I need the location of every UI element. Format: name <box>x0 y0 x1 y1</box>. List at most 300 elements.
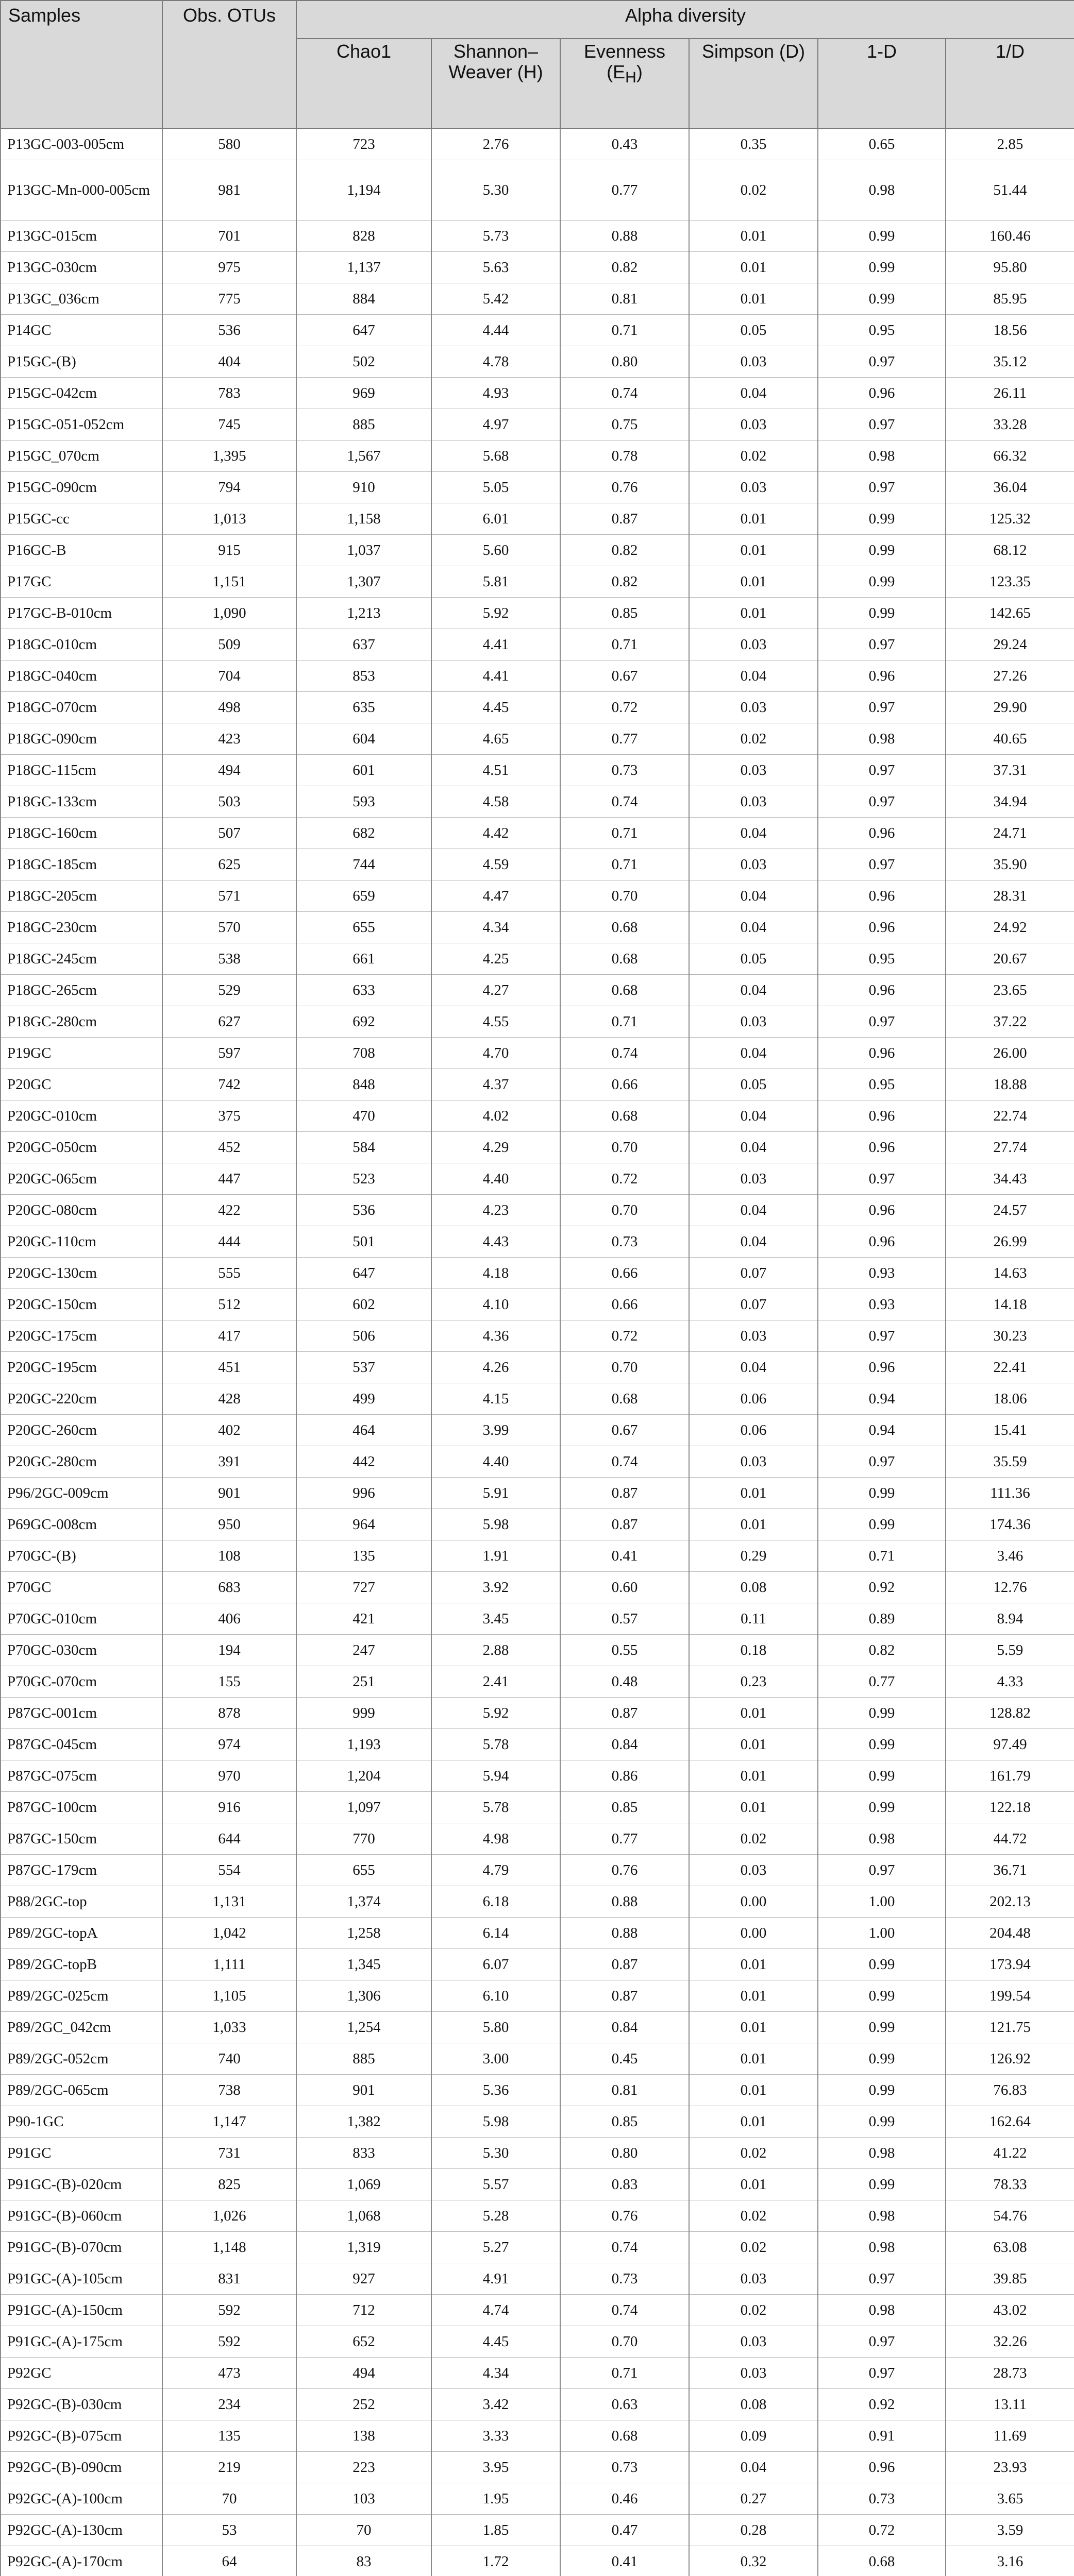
cell-evenness: 0.70 <box>560 1132 689 1163</box>
cell-one-minus-d: 0.99 <box>818 503 946 535</box>
cell-chao1: 223 <box>296 2452 431 2483</box>
cell-shannon: 4.29 <box>431 1132 560 1163</box>
cell-obs-otus: 509 <box>162 629 296 660</box>
table-row <box>1 2326 1074 2358</box>
cell-chao1: 637 <box>296 629 431 660</box>
cell-evenness: 0.83 <box>560 2169 689 2200</box>
cell-shannon: 6.07 <box>431 1949 560 1980</box>
cell-simpson: 0.03 <box>689 1163 818 1195</box>
table-row <box>1 2452 1074 2483</box>
cell-sample-name: P18GC-205cm <box>1 880 162 912</box>
cell-evenness: 0.73 <box>560 1226 689 1258</box>
cell-chao1: 1,319 <box>296 2232 431 2263</box>
cell-obs-otus: 775 <box>162 283 296 315</box>
table-row <box>1 2075 1074 2106</box>
header-row-1 <box>1 1 1074 39</box>
cell-evenness: 0.74 <box>560 1038 689 1069</box>
cell-obs-otus: 155 <box>162 1666 296 1698</box>
cell-obs-otus: 444 <box>162 1226 296 1258</box>
cell-sample-name: P91GC-(A)-175cm <box>1 2326 162 2358</box>
cell-obs-otus: 915 <box>162 535 296 566</box>
cell-one-minus-d: 0.93 <box>818 1258 946 1289</box>
cell-chao1: 652 <box>296 2326 431 2358</box>
cell-one-minus-d: 0.97 <box>818 2326 946 2358</box>
cell-chao1: 1,204 <box>296 1760 431 1792</box>
cell-chao1: 884 <box>296 283 431 315</box>
table-row <box>1 2012 1074 2043</box>
cell-evenness: 0.77 <box>560 723 689 755</box>
cell-obs-otus: 108 <box>162 1540 296 1572</box>
cell-chao1: 464 <box>296 1415 431 1446</box>
cell-one-minus-d: 0.99 <box>818 1509 946 1540</box>
cell-one-minus-d: 0.99 <box>818 2169 946 2200</box>
cell-shannon: 4.36 <box>431 1320 560 1352</box>
cell-sample-name: P92GC <box>1 2358 162 2389</box>
cell-shannon: 5.73 <box>431 221 560 252</box>
cell-shannon: 5.98 <box>431 2106 560 2138</box>
cell-chao1: 996 <box>296 1478 431 1509</box>
cell-obs-otus: 135 <box>162 2420 296 2452</box>
cell-shannon: 4.40 <box>431 1163 560 1195</box>
cell-simpson: 0.00 <box>689 1918 818 1949</box>
cell-evenness: 0.82 <box>560 566 689 598</box>
cell-chao1: 655 <box>296 912 431 943</box>
cell-chao1: 1,194 <box>296 160 431 221</box>
table-row <box>1 2043 1074 2075</box>
table-row <box>1 2138 1074 2169</box>
cell-shannon: 5.30 <box>431 2138 560 2169</box>
cell-shannon: 5.92 <box>431 598 560 629</box>
cell-sample-name: P13GC-Mn-000-005cm <box>1 160 162 221</box>
cell-obs-otus: 794 <box>162 472 296 503</box>
cell-one-over-d: 28.73 <box>946 2358 1074 2389</box>
cell-shannon: 3.92 <box>431 1572 560 1603</box>
cell-evenness: 0.81 <box>560 283 689 315</box>
cell-evenness: 0.73 <box>560 2263 689 2295</box>
cell-shannon: 4.70 <box>431 1038 560 1069</box>
cell-chao1: 138 <box>296 2420 431 2452</box>
cell-one-over-d: 43.02 <box>946 2295 1074 2326</box>
cell-one-minus-d: 0.96 <box>818 1195 946 1226</box>
table-row <box>1 1415 1074 1446</box>
cell-one-over-d: 24.57 <box>946 1195 1074 1226</box>
cell-one-over-d: 23.93 <box>946 2452 1074 2483</box>
cell-simpson: 0.05 <box>689 1069 818 1100</box>
cell-sample-name: P17GC-B-010cm <box>1 598 162 629</box>
cell-sample-name: P18GC-010cm <box>1 629 162 660</box>
cell-simpson: 0.28 <box>689 2515 818 2546</box>
cell-chao1: 1,254 <box>296 2012 431 2043</box>
cell-shannon: 4.45 <box>431 692 560 723</box>
cell-one-minus-d: 0.99 <box>818 1478 946 1509</box>
cell-evenness: 0.86 <box>560 1760 689 1792</box>
cell-evenness: 0.87 <box>560 1698 689 1729</box>
cell-shannon: 4.02 <box>431 1100 560 1132</box>
cell-evenness: 0.77 <box>560 1823 689 1855</box>
cell-simpson: 0.01 <box>689 1729 818 1760</box>
cell-sample-name: P91GC-(B)-070cm <box>1 2232 162 2263</box>
cell-evenness: 0.74 <box>560 378 689 409</box>
cell-simpson: 0.27 <box>689 2483 818 2515</box>
cell-chao1: 633 <box>296 975 431 1006</box>
table-row <box>1 378 1074 409</box>
cell-obs-otus: 704 <box>162 660 296 692</box>
cell-shannon: 4.59 <box>431 849 560 880</box>
cell-shannon: 4.91 <box>431 2263 560 2295</box>
cell-one-minus-d: 0.99 <box>818 2106 946 2138</box>
cell-chao1: 1,306 <box>296 1980 431 2012</box>
cell-simpson: 0.03 <box>689 1855 818 1886</box>
cell-chao1: 537 <box>296 1352 431 1383</box>
cell-sample-name: P92GC-(B)-030cm <box>1 2389 162 2420</box>
cell-obs-otus: 831 <box>162 2263 296 2295</box>
cell-one-over-d: 122.18 <box>946 1792 1074 1823</box>
cell-evenness: 0.87 <box>560 1949 689 1980</box>
cell-sample-name: P89/2GC-topA <box>1 1918 162 1949</box>
table-row <box>1 2263 1074 2295</box>
cell-obs-otus: 53 <box>162 2515 296 2546</box>
cell-evenness: 0.66 <box>560 1289 689 1320</box>
cell-one-minus-d: 0.97 <box>818 1006 946 1038</box>
cell-one-over-d: 18.56 <box>946 315 1074 346</box>
cell-simpson: 0.03 <box>689 629 818 660</box>
cell-chao1: 659 <box>296 880 431 912</box>
cell-one-minus-d: 0.97 <box>818 1855 946 1886</box>
cell-one-minus-d: 0.82 <box>818 1635 946 1666</box>
cell-evenness: 0.76 <box>560 472 689 503</box>
cell-one-over-d: 40.65 <box>946 723 1074 755</box>
table-row <box>1 786 1074 818</box>
table-row <box>1 1949 1074 1980</box>
col-header-alpha-diversity: Alpha diversity <box>296 1 1074 39</box>
cell-evenness: 0.70 <box>560 1195 689 1226</box>
cell-sample-name: P92GC-(B)-090cm <box>1 2452 162 2483</box>
cell-simpson: 0.01 <box>689 1980 818 2012</box>
cell-sample-name: P89/2GC-052cm <box>1 2043 162 2075</box>
cell-obs-otus: 503 <box>162 786 296 818</box>
cell-obs-otus: 1,147 <box>162 2106 296 2138</box>
cell-one-over-d: 34.94 <box>946 786 1074 818</box>
cell-one-minus-d: 0.97 <box>818 409 946 440</box>
cell-one-over-d: 29.24 <box>946 629 1074 660</box>
table-row <box>1 1540 1074 1572</box>
cell-chao1: 252 <box>296 2389 431 2420</box>
col-header-evenness <box>560 39 689 128</box>
cell-shannon: 4.34 <box>431 912 560 943</box>
cell-shannon: 4.43 <box>431 1226 560 1258</box>
cell-chao1: 723 <box>296 128 431 160</box>
cell-shannon: 2.41 <box>431 1666 560 1698</box>
cell-one-over-d: 162.64 <box>946 2106 1074 2138</box>
cell-shannon: 5.92 <box>431 1698 560 1729</box>
cell-evenness: 0.67 <box>560 1415 689 1446</box>
cell-one-over-d: 37.31 <box>946 755 1074 786</box>
cell-one-minus-d: 0.99 <box>818 2012 946 2043</box>
cell-evenness: 0.68 <box>560 2420 689 2452</box>
cell-chao1: 635 <box>296 692 431 723</box>
cell-evenness: 0.72 <box>560 1320 689 1352</box>
col-header-chao1: Chao1 <box>296 39 431 128</box>
cell-chao1: 712 <box>296 2295 431 2326</box>
cell-shannon: 5.68 <box>431 440 560 472</box>
cell-sample-name: P20GC-175cm <box>1 1320 162 1352</box>
table-row <box>1 1603 1074 1635</box>
cell-shannon: 4.97 <box>431 409 560 440</box>
cell-chao1: 584 <box>296 1132 431 1163</box>
cell-chao1: 848 <box>296 1069 431 1100</box>
cell-one-over-d: 27.26 <box>946 660 1074 692</box>
cell-simpson: 0.01 <box>689 598 818 629</box>
cell-evenness: 0.88 <box>560 1886 689 1918</box>
cell-one-minus-d: 1.00 <box>818 1886 946 1918</box>
cell-one-minus-d: 0.96 <box>818 1100 946 1132</box>
table-row <box>1 2483 1074 2515</box>
cell-one-over-d: 63.08 <box>946 2232 1074 2263</box>
cell-obs-otus: 64 <box>162 2546 296 2576</box>
evenness-close: ) <box>636 61 643 82</box>
cell-one-minus-d: 0.97 <box>818 1163 946 1195</box>
cell-one-minus-d: 0.98 <box>818 723 946 755</box>
cell-simpson: 0.03 <box>689 472 818 503</box>
cell-simpson: 0.08 <box>689 1572 818 1603</box>
cell-one-over-d: 15.41 <box>946 1415 1074 1446</box>
cell-one-over-d: 18.06 <box>946 1383 1074 1415</box>
cell-one-over-d: 33.28 <box>946 409 1074 440</box>
cell-obs-otus: 538 <box>162 943 296 975</box>
cell-one-over-d: 29.90 <box>946 692 1074 723</box>
cell-shannon: 4.51 <box>431 755 560 786</box>
cell-one-over-d: 128.82 <box>946 1698 1074 1729</box>
cell-chao1: 964 <box>296 1509 431 1540</box>
cell-simpson: 0.01 <box>689 252 818 283</box>
cell-shannon: 6.18 <box>431 1886 560 1918</box>
cell-chao1: 901 <box>296 2075 431 2106</box>
cell-one-minus-d: 0.99 <box>818 2043 946 2075</box>
table-row <box>1 1886 1074 1918</box>
cell-sample-name: P20GC-065cm <box>1 1163 162 1195</box>
cell-one-minus-d: 0.97 <box>818 786 946 818</box>
cell-evenness: 0.74 <box>560 2232 689 2263</box>
cell-one-minus-d: 0.72 <box>818 2515 946 2546</box>
cell-one-minus-d: 0.98 <box>818 2200 946 2232</box>
cell-one-over-d: 35.90 <box>946 849 1074 880</box>
cell-one-over-d: 13.11 <box>946 2389 1074 2420</box>
cell-one-minus-d: 0.99 <box>818 535 946 566</box>
cell-sample-name: P20GC-280cm <box>1 1446 162 1478</box>
cell-chao1: 682 <box>296 818 431 849</box>
cell-one-minus-d: 0.97 <box>818 2358 946 2389</box>
cell-evenness: 0.84 <box>560 2012 689 2043</box>
cell-simpson: 0.04 <box>689 1195 818 1226</box>
table-row <box>1 283 1074 315</box>
cell-sample-name: P20GC-080cm <box>1 1195 162 1226</box>
cell-obs-otus: 473 <box>162 2358 296 2389</box>
cell-sample-name: P13GC-003-005cm <box>1 128 162 160</box>
cell-sample-name: P70GC-010cm <box>1 1603 162 1635</box>
cell-sample-name: P91GC-(A)-105cm <box>1 2263 162 2295</box>
table-row <box>1 1132 1074 1163</box>
cell-one-minus-d: 0.98 <box>818 1823 946 1855</box>
cell-one-minus-d: 0.99 <box>818 2075 946 2106</box>
cell-one-over-d: 32.26 <box>946 2326 1074 2358</box>
table-row <box>1 1855 1074 1886</box>
table-row <box>1 880 1074 912</box>
cell-obs-otus: 975 <box>162 252 296 283</box>
cell-obs-otus: 194 <box>162 1635 296 1666</box>
cell-evenness: 0.70 <box>560 2326 689 2358</box>
cell-sample-name: P15GC-042cm <box>1 378 162 409</box>
cell-chao1: 501 <box>296 1226 431 1258</box>
cell-one-over-d: 34.43 <box>946 1163 1074 1195</box>
cell-obs-otus: 536 <box>162 315 296 346</box>
cell-simpson: 0.03 <box>689 2358 818 2389</box>
cell-obs-otus: 529 <box>162 975 296 1006</box>
cell-shannon: 5.81 <box>431 566 560 598</box>
cell-obs-otus: 447 <box>162 1163 296 1195</box>
cell-one-over-d: 78.33 <box>946 2169 1074 2200</box>
cell-one-over-d: 3.65 <box>946 2483 1074 2515</box>
cell-simpson: 0.01 <box>689 221 818 252</box>
cell-shannon: 5.78 <box>431 1729 560 1760</box>
cell-evenness: 0.43 <box>560 128 689 160</box>
cell-one-over-d: 3.46 <box>946 1540 1074 1572</box>
cell-evenness: 0.85 <box>560 598 689 629</box>
cell-simpson: 0.03 <box>689 2326 818 2358</box>
table-row <box>1 1289 1074 1320</box>
cell-simpson: 0.03 <box>689 849 818 880</box>
cell-chao1: 601 <box>296 755 431 786</box>
cell-sample-name: P20GC-110cm <box>1 1226 162 1258</box>
cell-simpson: 0.05 <box>689 315 818 346</box>
table-row <box>1 503 1074 535</box>
cell-one-over-d: 26.99 <box>946 1226 1074 1258</box>
cell-evenness: 0.73 <box>560 2452 689 2483</box>
cell-chao1: 999 <box>296 1698 431 1729</box>
cell-sample-name: P18GC-185cm <box>1 849 162 880</box>
cell-sample-name: P20GC-050cm <box>1 1132 162 1163</box>
cell-one-minus-d: 0.91 <box>818 2420 946 2452</box>
cell-obs-otus: 592 <box>162 2295 296 2326</box>
cell-sample-name: P91GC-(B)-060cm <box>1 2200 162 2232</box>
cell-shannon: 4.10 <box>431 1289 560 1320</box>
cell-shannon: 1.95 <box>431 2483 560 2515</box>
table-row <box>1 755 1074 786</box>
cell-sample-name: P15GC-090cm <box>1 472 162 503</box>
cell-shannon: 4.34 <box>431 2358 560 2389</box>
cell-shannon: 3.99 <box>431 1415 560 1446</box>
cell-chao1: 708 <box>296 1038 431 1069</box>
cell-shannon: 4.79 <box>431 1855 560 1886</box>
table-row <box>1 1100 1074 1132</box>
cell-evenness: 0.75 <box>560 409 689 440</box>
cell-simpson: 0.01 <box>689 2012 818 2043</box>
cell-sample-name: P69GC-008cm <box>1 1509 162 1540</box>
cell-one-minus-d: 0.96 <box>818 975 946 1006</box>
cell-sample-name: P18GC-115cm <box>1 755 162 786</box>
cell-sample-name: P19GC <box>1 1038 162 1069</box>
cell-one-minus-d: 0.99 <box>818 283 946 315</box>
cell-sample-name: P15GC-051-052cm <box>1 409 162 440</box>
cell-sample-name: P14GC <box>1 315 162 346</box>
cell-one-minus-d: 0.96 <box>818 818 946 849</box>
cell-simpson: 0.03 <box>689 1446 818 1478</box>
table-row <box>1 723 1074 755</box>
cell-one-over-d: 5.59 <box>946 1635 1074 1666</box>
cell-obs-otus: 970 <box>162 1760 296 1792</box>
cell-evenness: 0.45 <box>560 2043 689 2075</box>
cell-evenness: 0.68 <box>560 975 689 1006</box>
cell-simpson: 0.02 <box>689 440 818 472</box>
table-row <box>1 1006 1074 1038</box>
cell-evenness: 0.78 <box>560 440 689 472</box>
cell-one-minus-d: 0.97 <box>818 1446 946 1478</box>
table-row <box>1 849 1074 880</box>
cell-simpson: 0.02 <box>689 1823 818 1855</box>
cell-one-over-d: 121.75 <box>946 2012 1074 2043</box>
cell-one-minus-d: 0.96 <box>818 660 946 692</box>
cell-sample-name: P13GC_036cm <box>1 283 162 315</box>
cell-sample-name: P15GC_070cm <box>1 440 162 472</box>
cell-one-minus-d: 0.95 <box>818 943 946 975</box>
cell-simpson: 0.01 <box>689 1698 818 1729</box>
cell-simpson: 0.02 <box>689 723 818 755</box>
cell-evenness: 0.71 <box>560 629 689 660</box>
cell-evenness: 0.68 <box>560 912 689 943</box>
cell-simpson: 0.03 <box>689 1006 818 1038</box>
cell-chao1: 1,158 <box>296 503 431 535</box>
cell-one-minus-d: 0.96 <box>818 1352 946 1383</box>
cell-one-minus-d: 0.97 <box>818 692 946 723</box>
cell-shannon: 4.93 <box>431 378 560 409</box>
cell-chao1: 1,137 <box>296 252 431 283</box>
cell-evenness: 0.68 <box>560 943 689 975</box>
cell-sample-name: P87GC-001cm <box>1 1698 162 1729</box>
cell-one-over-d: 51.44 <box>946 160 1074 221</box>
table-row <box>1 1698 1074 1729</box>
cell-shannon: 5.36 <box>431 2075 560 2106</box>
cell-evenness: 0.68 <box>560 1383 689 1415</box>
cell-simpson: 0.06 <box>689 1415 818 1446</box>
cell-evenness: 0.87 <box>560 503 689 535</box>
cell-chao1: 135 <box>296 1540 431 1572</box>
cell-shannon: 4.78 <box>431 346 560 378</box>
cell-simpson: 0.00 <box>689 1886 818 1918</box>
cell-sample-name: P20GC-150cm <box>1 1289 162 1320</box>
cell-shannon: 5.57 <box>431 2169 560 2200</box>
cell-obs-otus: 1,395 <box>162 440 296 472</box>
cell-sample-name: P18GC-230cm <box>1 912 162 943</box>
cell-chao1: 770 <box>296 1823 431 1855</box>
cell-chao1: 833 <box>296 2138 431 2169</box>
table-row <box>1 2169 1074 2200</box>
cell-one-over-d: 97.49 <box>946 1729 1074 1760</box>
cell-one-over-d: 14.63 <box>946 1258 1074 1289</box>
table-row <box>1 535 1074 566</box>
cell-one-minus-d: 0.94 <box>818 1415 946 1446</box>
cell-shannon: 4.58 <box>431 786 560 818</box>
cell-one-minus-d: 0.73 <box>818 2483 946 2515</box>
cell-evenness: 0.74 <box>560 2295 689 2326</box>
cell-one-over-d: 202.13 <box>946 1886 1074 1918</box>
cell-simpson: 0.02 <box>689 2138 818 2169</box>
cell-sample-name: P92GC-(B)-075cm <box>1 2420 162 2452</box>
cell-simpson: 0.09 <box>689 2420 818 2452</box>
cell-sample-name: P70GC <box>1 1572 162 1603</box>
cell-sample-name: P18GC-160cm <box>1 818 162 849</box>
cell-chao1: 661 <box>296 943 431 975</box>
cell-chao1: 523 <box>296 1163 431 1195</box>
table-row <box>1 1258 1074 1289</box>
